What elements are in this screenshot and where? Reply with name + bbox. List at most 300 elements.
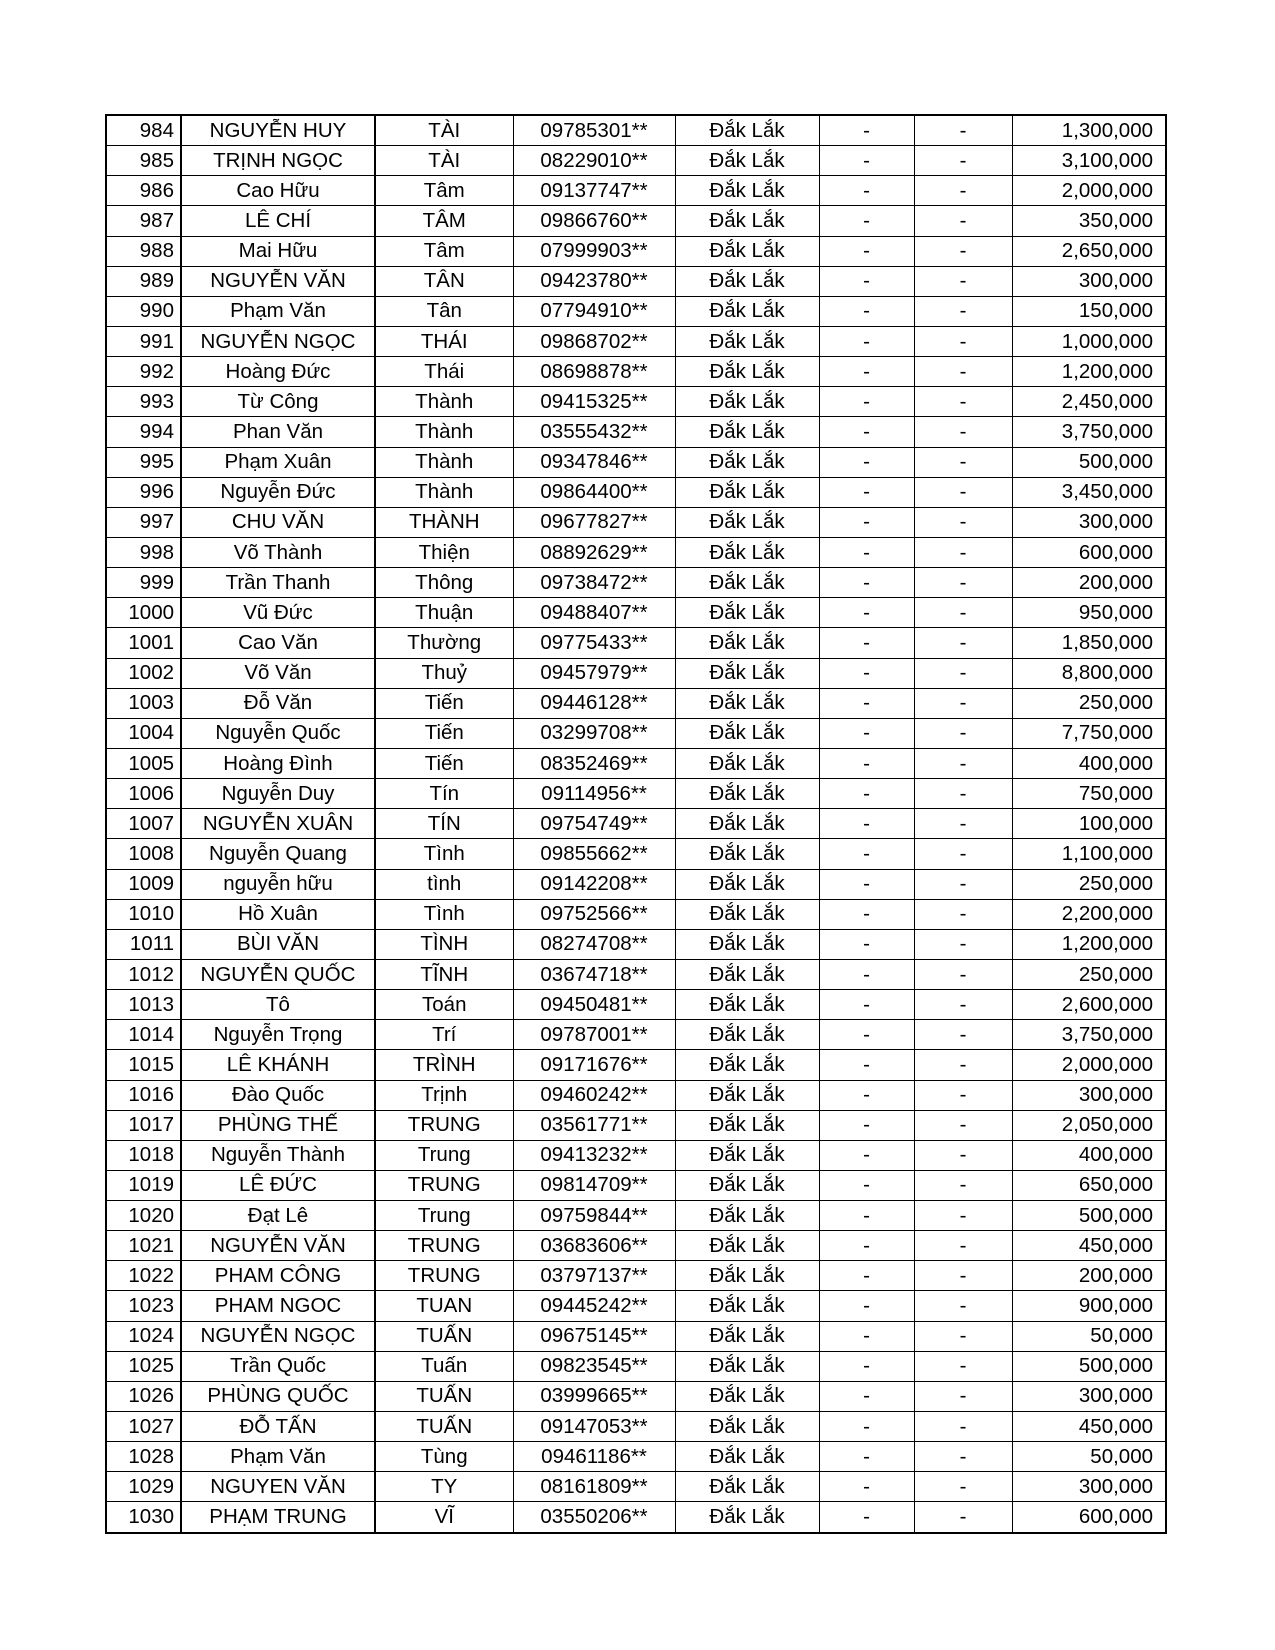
row-number-cell: 1007 [106,809,181,839]
province-cell: Đắk Lắk [675,477,819,507]
row-number-cell: 1011 [106,929,181,959]
table-row [106,1442,1166,1472]
amount-cell: 1,300,000 [1012,115,1166,146]
province-cell: Đắk Lắk [675,115,819,146]
empty-dash-cell: - [819,417,914,447]
table-row [106,568,1166,598]
given-name-cell: TRUNG [375,1231,513,1261]
empty-dash-cell: - [819,1231,914,1261]
table-row [106,1261,1166,1291]
family-name-cell: Phan Văn [181,417,375,447]
amount-cell: 950,000 [1012,598,1166,628]
row-number-cell: 1028 [106,1442,181,1472]
province-cell: Đắk Lắk [675,326,819,356]
empty-dash-cell: - [819,1170,914,1200]
table-row [106,899,1166,929]
given-name-cell: Tâm [375,236,513,266]
family-name-cell: nguyễn hữu [181,869,375,899]
table-row [106,688,1166,718]
row-number-cell: 995 [106,447,181,477]
table-row [106,206,1166,236]
family-name-cell: Nguyễn Thành [181,1140,375,1170]
province-cell: Đắk Lắk [675,387,819,417]
amount-cell: 450,000 [1012,1231,1166,1261]
given-name-cell: Tùng [375,1442,513,1472]
table-row [106,779,1166,809]
amount-cell: 2,050,000 [1012,1110,1166,1140]
phone-cell: 09457979** [513,658,675,688]
empty-dash-cell: - [819,176,914,206]
empty-dash-cell: - [819,718,914,748]
phone-cell: 09415325** [513,387,675,417]
empty-dash-cell: - [914,1050,1012,1080]
phone-cell: 09114956** [513,779,675,809]
row-number-cell: 986 [106,176,181,206]
given-name-cell: TRÌNH [375,1050,513,1080]
empty-dash-cell: - [914,236,1012,266]
empty-dash-cell: - [914,1201,1012,1231]
given-name-cell: TUẤN [375,1381,513,1411]
empty-dash-cell: - [819,507,914,537]
phone-cell: 09866760** [513,206,675,236]
given-name-cell: TÍN [375,809,513,839]
amount-cell: 400,000 [1012,1140,1166,1170]
phone-cell: 09445242** [513,1291,675,1321]
province-cell: Đắk Lắk [675,537,819,567]
phone-cell: 09413232** [513,1140,675,1170]
table-row [106,1291,1166,1321]
empty-dash-cell: - [819,296,914,326]
phone-cell: 09775433** [513,628,675,658]
row-number-cell: 992 [106,357,181,387]
empty-dash-cell: - [914,1472,1012,1502]
amount-cell: 250,000 [1012,959,1166,989]
row-number-cell: 994 [106,417,181,447]
family-name-cell: Võ Văn [181,658,375,688]
row-number-cell: 991 [106,326,181,356]
empty-dash-cell: - [914,718,1012,748]
row-number-cell: 1015 [106,1050,181,1080]
amount-cell: 1,200,000 [1012,357,1166,387]
phone-cell: 03555432** [513,417,675,447]
empty-dash-cell: - [819,266,914,296]
empty-dash-cell: - [819,1050,914,1080]
family-name-cell: Vũ Đức [181,598,375,628]
amount-cell: 650,000 [1012,1170,1166,1200]
empty-dash-cell: - [819,1502,914,1533]
phone-cell: 09142208** [513,869,675,899]
amount-cell: 300,000 [1012,507,1166,537]
amount-cell: 600,000 [1012,1502,1166,1533]
amount-cell: 200,000 [1012,1261,1166,1291]
family-name-cell: Phạm Văn [181,296,375,326]
province-cell: Đắk Lắk [675,1442,819,1472]
given-name-cell: Trung [375,1140,513,1170]
table-row [106,1502,1166,1533]
phone-cell: 09868702** [513,326,675,356]
table-body [106,115,1166,1533]
amount-cell: 250,000 [1012,688,1166,718]
given-name-cell: TĨNH [375,959,513,989]
row-number-cell: 1018 [106,1140,181,1170]
amount-cell: 2,200,000 [1012,899,1166,929]
phone-cell: 09785301** [513,115,675,146]
given-name-cell: Tân [375,296,513,326]
empty-dash-cell: - [914,1381,1012,1411]
given-name-cell: Thành [375,447,513,477]
given-name-cell: Thông [375,568,513,598]
empty-dash-cell: - [914,266,1012,296]
empty-dash-cell: - [819,598,914,628]
amount-cell: 300,000 [1012,1080,1166,1110]
empty-dash-cell: - [819,1201,914,1231]
given-name-cell: Thường [375,628,513,658]
row-number-cell: 1005 [106,748,181,778]
empty-dash-cell: - [819,839,914,869]
province-cell: Đắk Lắk [675,1412,819,1442]
empty-dash-cell: - [914,1321,1012,1351]
province-cell: Đắk Lắk [675,236,819,266]
table-row [106,990,1166,1020]
donor-table [105,114,1167,1534]
family-name-cell: PHAM CÔNG [181,1261,375,1291]
table-row [106,176,1166,206]
empty-dash-cell: - [819,688,914,718]
amount-cell: 300,000 [1012,1381,1166,1411]
phone-cell: 09738472** [513,568,675,598]
table-row [106,507,1166,537]
phone-cell: 08892629** [513,537,675,567]
phone-cell: 03561771** [513,1110,675,1140]
amount-cell: 8,800,000 [1012,658,1166,688]
given-name-cell: Trí [375,1020,513,1050]
table-row [106,1321,1166,1351]
given-name-cell: Tiến [375,718,513,748]
phone-cell: 08352469** [513,748,675,778]
row-number-cell: 1019 [106,1170,181,1200]
amount-cell: 1,000,000 [1012,326,1166,356]
family-name-cell: PHÙNG QUỐC [181,1381,375,1411]
empty-dash-cell: - [914,1412,1012,1442]
phone-cell: 03683606** [513,1231,675,1261]
province-cell: Đắk Lắk [675,1291,819,1321]
row-number-cell: 1006 [106,779,181,809]
table-row [106,809,1166,839]
family-name-cell: NGUYỄN VĂN [181,266,375,296]
empty-dash-cell: - [819,1321,914,1351]
province-cell: Đắk Lắk [675,1170,819,1200]
empty-dash-cell: - [819,929,914,959]
table-row [106,658,1166,688]
empty-dash-cell: - [819,236,914,266]
phone-cell: 09855662** [513,839,675,869]
amount-cell: 300,000 [1012,1472,1166,1502]
table-row [106,1020,1166,1050]
given-name-cell: TUẤN [375,1321,513,1351]
table-row [106,1412,1166,1442]
phone-cell: 09754749** [513,809,675,839]
empty-dash-cell: - [819,206,914,236]
phone-cell: 08274708** [513,929,675,959]
empty-dash-cell: - [819,477,914,507]
family-name-cell: Cao Hữu [181,176,375,206]
given-name-cell: Thái [375,357,513,387]
given-name-cell: Thành [375,417,513,447]
row-number-cell: 1025 [106,1351,181,1381]
province-cell: Đắk Lắk [675,1381,819,1411]
empty-dash-cell: - [819,1472,914,1502]
table-row [106,1472,1166,1502]
amount-cell: 500,000 [1012,1351,1166,1381]
province-cell: Đắk Lắk [675,718,819,748]
table-row [106,718,1166,748]
amount-cell: 3,100,000 [1012,146,1166,176]
empty-dash-cell: - [914,326,1012,356]
province-cell: Đắk Lắk [675,1050,819,1080]
province-cell: Đắk Lắk [675,899,819,929]
phone-cell: 09461186** [513,1442,675,1472]
phone-cell: 09864400** [513,477,675,507]
row-number-cell: 1021 [106,1231,181,1261]
empty-dash-cell: - [914,779,1012,809]
empty-dash-cell: - [914,658,1012,688]
given-name-cell: THÀNH [375,507,513,537]
empty-dash-cell: - [819,115,914,146]
amount-cell: 150,000 [1012,296,1166,326]
amount-cell: 450,000 [1012,1412,1166,1442]
given-name-cell: TÌNH [375,929,513,959]
table-row [106,296,1166,326]
family-name-cell: LÊ CHÍ [181,206,375,236]
family-name-cell: Đỗ Văn [181,688,375,718]
given-name-cell: Trịnh [375,1080,513,1110]
phone-cell: 08161809** [513,1472,675,1502]
row-number-cell: 988 [106,236,181,266]
empty-dash-cell: - [819,1381,914,1411]
empty-dash-cell: - [819,1412,914,1442]
family-name-cell: PHÙNG THẾ [181,1110,375,1140]
amount-cell: 300,000 [1012,266,1166,296]
province-cell: Đắk Lắk [675,1502,819,1533]
province-cell: Đắk Lắk [675,206,819,236]
row-number-cell: 997 [106,507,181,537]
province-cell: Đắk Lắk [675,748,819,778]
family-name-cell: NGUYEN VĂN [181,1472,375,1502]
table-row [106,266,1166,296]
province-cell: Đắk Lắk [675,990,819,1020]
table-row [106,115,1166,146]
family-name-cell: ĐỖ TẤN [181,1412,375,1442]
empty-dash-cell: - [914,1020,1012,1050]
family-name-cell: Đạt Lê [181,1201,375,1231]
empty-dash-cell: - [819,1442,914,1472]
phone-cell: 09787001** [513,1020,675,1050]
province-cell: Đắk Lắk [675,146,819,176]
empty-dash-cell: - [914,628,1012,658]
given-name-cell: TRUNG [375,1261,513,1291]
row-number-cell: 1017 [106,1110,181,1140]
table-row [106,869,1166,899]
row-number-cell: 990 [106,296,181,326]
family-name-cell: Nguyễn Trọng [181,1020,375,1050]
empty-dash-cell: - [819,568,914,598]
family-name-cell: Hoàng Đức [181,357,375,387]
family-name-cell: Trần Thanh [181,568,375,598]
family-name-cell: Hồ Xuân [181,899,375,929]
row-number-cell: 1014 [106,1020,181,1050]
given-name-cell: Tín [375,779,513,809]
row-number-cell: 1002 [106,658,181,688]
family-name-cell: NGUYỄN NGỌC [181,1321,375,1351]
given-name-cell: Thuận [375,598,513,628]
empty-dash-cell: - [914,146,1012,176]
family-name-cell: Cao Văn [181,628,375,658]
empty-dash-cell: - [914,568,1012,598]
row-number-cell: 1027 [106,1412,181,1442]
province-cell: Đắk Lắk [675,507,819,537]
given-name-cell: Thành [375,387,513,417]
table-row [106,1351,1166,1381]
family-name-cell: Nguyễn Đức [181,477,375,507]
amount-cell: 1,850,000 [1012,628,1166,658]
amount-cell: 400,000 [1012,748,1166,778]
given-name-cell: Tâm [375,176,513,206]
family-name-cell: LÊ KHÁNH [181,1050,375,1080]
empty-dash-cell: - [819,447,914,477]
province-cell: Đắk Lắk [675,658,819,688]
given-name-cell: TUAN [375,1291,513,1321]
row-number-cell: 1008 [106,839,181,869]
family-name-cell: Mai Hữu [181,236,375,266]
empty-dash-cell: - [819,537,914,567]
empty-dash-cell: - [914,899,1012,929]
phone-cell: 03299708** [513,718,675,748]
amount-cell: 500,000 [1012,1201,1166,1231]
row-number-cell: 1013 [106,990,181,1020]
given-name-cell: Thành [375,477,513,507]
empty-dash-cell: - [914,1442,1012,1472]
empty-dash-cell: - [914,809,1012,839]
province-cell: Đắk Lắk [675,417,819,447]
family-name-cell: Phạm Xuân [181,447,375,477]
province-cell: Đắk Lắk [675,1110,819,1140]
family-name-cell: Nguyễn Quốc [181,718,375,748]
given-name-cell: TRUNG [375,1110,513,1140]
amount-cell: 350,000 [1012,206,1166,236]
amount-cell: 600,000 [1012,537,1166,567]
row-number-cell: 996 [106,477,181,507]
row-number-cell: 1026 [106,1381,181,1411]
row-number-cell: 1023 [106,1291,181,1321]
table-row [106,628,1166,658]
row-number-cell: 999 [106,568,181,598]
table-row [106,146,1166,176]
empty-dash-cell: - [819,779,914,809]
table-row [106,748,1166,778]
row-number-cell: 1000 [106,598,181,628]
given-name-cell: TÀI [375,146,513,176]
table-row [106,1080,1166,1110]
empty-dash-cell: - [819,1110,914,1140]
empty-dash-cell: - [914,477,1012,507]
phone-cell: 09488407** [513,598,675,628]
phone-cell: 09675145** [513,1321,675,1351]
province-cell: Đắk Lắk [675,1231,819,1261]
phone-cell: 09171676** [513,1050,675,1080]
amount-cell: 1,100,000 [1012,839,1166,869]
family-name-cell: Nguyễn Quang [181,839,375,869]
table-row [106,1140,1166,1170]
empty-dash-cell: - [914,1502,1012,1533]
empty-dash-cell: - [914,537,1012,567]
given-name-cell: Tuấn [375,1351,513,1381]
family-name-cell: Từ Công [181,387,375,417]
family-name-cell: NGUYỄN XUÂN [181,809,375,839]
province-cell: Đắk Lắk [675,628,819,658]
row-number-cell: 1012 [106,959,181,989]
empty-dash-cell: - [819,1351,914,1381]
empty-dash-cell: - [819,1140,914,1170]
given-name-cell: Tình [375,899,513,929]
province-cell: Đắk Lắk [675,839,819,869]
phone-cell: 09446128** [513,688,675,718]
family-name-cell: Nguyễn Duy [181,779,375,809]
province-cell: Đắk Lắk [675,1261,819,1291]
province-cell: Đắk Lắk [675,688,819,718]
empty-dash-cell: - [914,959,1012,989]
phone-cell: 07794910** [513,296,675,326]
empty-dash-cell: - [914,1291,1012,1321]
phone-cell: 09460242** [513,1080,675,1110]
amount-cell: 50,000 [1012,1321,1166,1351]
empty-dash-cell: - [914,748,1012,778]
empty-dash-cell: - [819,146,914,176]
family-name-cell: NGUYỄN NGỌC [181,326,375,356]
phone-cell: 09677827** [513,507,675,537]
empty-dash-cell: - [819,1261,914,1291]
province-cell: Đắk Lắk [675,1020,819,1050]
row-number-cell: 998 [106,537,181,567]
province-cell: Đắk Lắk [675,568,819,598]
empty-dash-cell: - [914,1261,1012,1291]
table-row [106,839,1166,869]
empty-dash-cell: - [819,357,914,387]
family-name-cell: PHAM NGOC [181,1291,375,1321]
given-name-cell: TÀI [375,115,513,146]
family-name-cell: NGUYỄN VĂN [181,1231,375,1261]
empty-dash-cell: - [914,387,1012,417]
amount-cell: 50,000 [1012,1442,1166,1472]
table-row [106,1050,1166,1080]
given-name-cell: TUẤN [375,1412,513,1442]
province-cell: Đắk Lắk [675,598,819,628]
given-name-cell: TY [375,1472,513,1502]
empty-dash-cell: - [819,326,914,356]
empty-dash-cell: - [914,176,1012,206]
row-number-cell: 1004 [106,718,181,748]
row-number-cell: 1024 [106,1321,181,1351]
given-name-cell: VĨ [375,1502,513,1533]
table-row [106,1170,1166,1200]
table-row [106,598,1166,628]
province-cell: Đắk Lắk [675,1321,819,1351]
table-row [106,1201,1166,1231]
province-cell: Đắk Lắk [675,447,819,477]
row-number-cell: 1029 [106,1472,181,1502]
empty-dash-cell: - [914,598,1012,628]
province-cell: Đắk Lắk [675,266,819,296]
empty-dash-cell: - [914,1351,1012,1381]
